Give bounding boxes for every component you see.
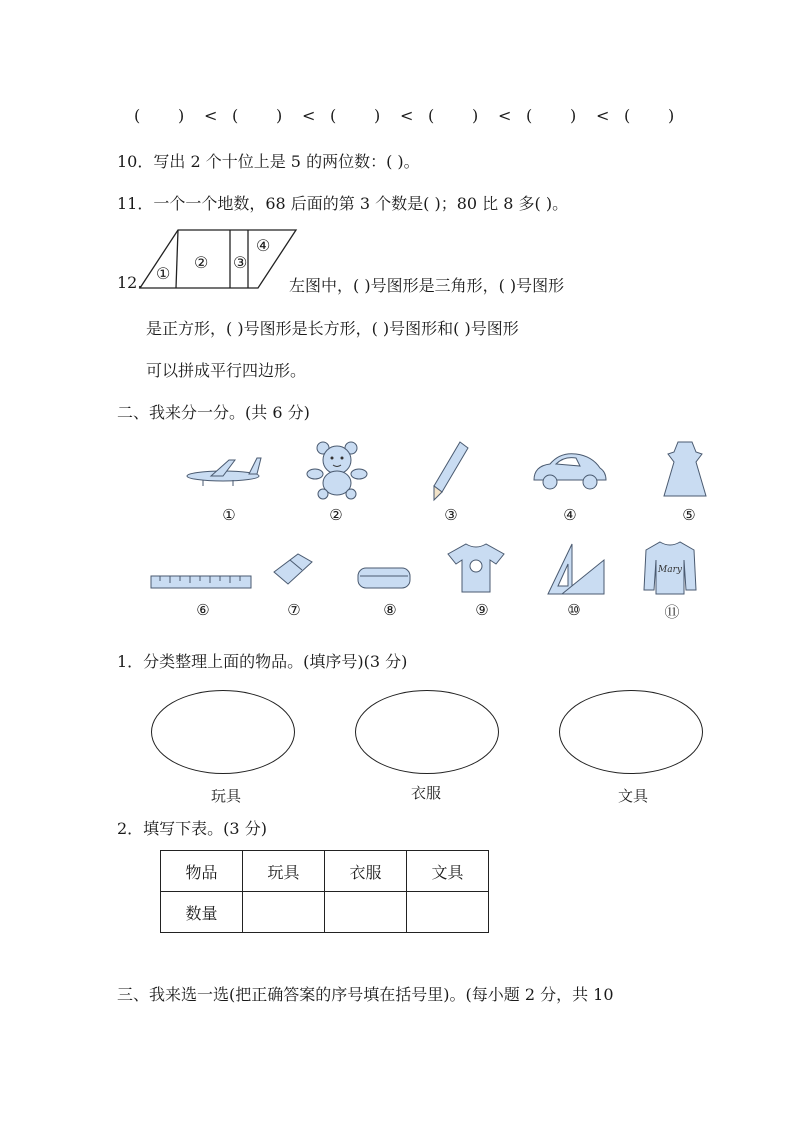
- toy-car-icon: [530, 448, 608, 494]
- cmp-13: ): [570, 106, 577, 125]
- cmp-9: (: [428, 106, 435, 125]
- section-2-q2: 2．填写下表。(3 分): [117, 819, 267, 838]
- oval-label-stationery: 文具: [618, 787, 649, 805]
- section-2-title: 二、我来分一分。(共 6 分): [117, 403, 310, 422]
- pencil-case-icon: [356, 560, 414, 594]
- oval-label-clothes: 衣服: [411, 784, 442, 802]
- cmp-5: <: [302, 106, 316, 125]
- question-12-number: 12.: [117, 273, 143, 292]
- question-10: 10．写出 2 个十位上是 5 的两位数：( )。: [117, 152, 420, 171]
- item-num-2: ②: [329, 506, 343, 524]
- cmp-2: <: [204, 106, 218, 125]
- question-12-line2: 是正方形，( )号图形是长方形，( )号图形和( )号图形: [146, 319, 519, 338]
- cmp-7: ): [374, 106, 381, 125]
- cmp-4: ): [276, 106, 283, 125]
- table-cell-stationery[interactable]: [407, 892, 489, 933]
- t-shirt-icon: [446, 542, 506, 594]
- table-header-cell: 文具: [407, 851, 489, 892]
- item-num-8: ⑧: [383, 601, 397, 619]
- item-num-5: ⑤: [682, 506, 696, 524]
- table-header-cell: 衣服: [325, 851, 407, 892]
- oval-toys[interactable]: [151, 690, 295, 774]
- table-header-cell: 玩具: [243, 851, 325, 892]
- question-11: 11．一个一个地数，68 后面的第 3 个数是( )；80 比 8 多( )。: [117, 194, 569, 213]
- shape-label-4: ④: [256, 236, 271, 255]
- item-num-3: ③: [444, 506, 458, 524]
- section-3-title: 三、我来选一选(把正确答案的序号填在括号里)。(每小题 2 分，共 10: [117, 985, 614, 1004]
- item-num-7: ⑦: [287, 601, 301, 619]
- pencil-icon: [430, 440, 474, 504]
- table-row: [161, 892, 489, 933]
- oval-stationery[interactable]: [559, 690, 703, 774]
- shape-label-1: ①: [156, 264, 171, 283]
- cmp-14: <: [596, 106, 610, 125]
- compare-row: [0, 106, 794, 130]
- item-num-10: ⑩: [567, 601, 581, 619]
- dress-icon: [660, 440, 710, 498]
- oval-label-toys: 玩具: [211, 787, 242, 805]
- cmp-12: (: [526, 106, 533, 125]
- cmp-16: ): [668, 106, 675, 125]
- eraser-icon: [268, 552, 316, 588]
- ruler-icon: [150, 574, 252, 590]
- set-square-icon: [544, 540, 608, 598]
- table-header-row: [161, 851, 489, 892]
- table-cell-clothes[interactable]: [325, 892, 407, 933]
- airplane-icon: [183, 452, 263, 492]
- cmp-6: (: [330, 106, 337, 125]
- classification-ovals: [0, 690, 794, 810]
- question-12-line3: 可以拼成平行四边形。: [146, 361, 307, 380]
- item-num-6: ⑥: [196, 601, 210, 619]
- shape-label-2: ②: [194, 253, 209, 272]
- teddy-bear-icon: [305, 440, 369, 500]
- oval-clothes[interactable]: [355, 690, 499, 774]
- item-num-11: ⑪: [664, 603, 680, 621]
- sweater-text: Mary: [658, 565, 682, 575]
- cmp-10: ): [472, 106, 479, 125]
- table-cell-toys[interactable]: [243, 892, 325, 933]
- shape-label-3: ③: [233, 253, 248, 272]
- count-table: [160, 850, 489, 933]
- item-num-4: ④: [563, 506, 577, 524]
- cmp-8: <: [400, 106, 414, 125]
- table-header-cell: 物品: [161, 851, 243, 892]
- question-12-line1: 左图中，( )号图形是三角形，( )号图形: [289, 276, 565, 295]
- item-num-9: ⑨: [475, 601, 489, 619]
- item-num-1: ①: [222, 506, 236, 524]
- cmp-1: ): [178, 106, 185, 125]
- section-2-q1: 1．分类整理上面的物品。(填序号)(3 分): [117, 652, 408, 671]
- cmp-0: (: [134, 106, 141, 125]
- table-row-label: 数量: [161, 892, 243, 933]
- cmp-11: <: [498, 106, 512, 125]
- cmp-3: (: [232, 106, 239, 125]
- sweater-icon: [642, 540, 698, 596]
- cmp-15: (: [624, 106, 631, 125]
